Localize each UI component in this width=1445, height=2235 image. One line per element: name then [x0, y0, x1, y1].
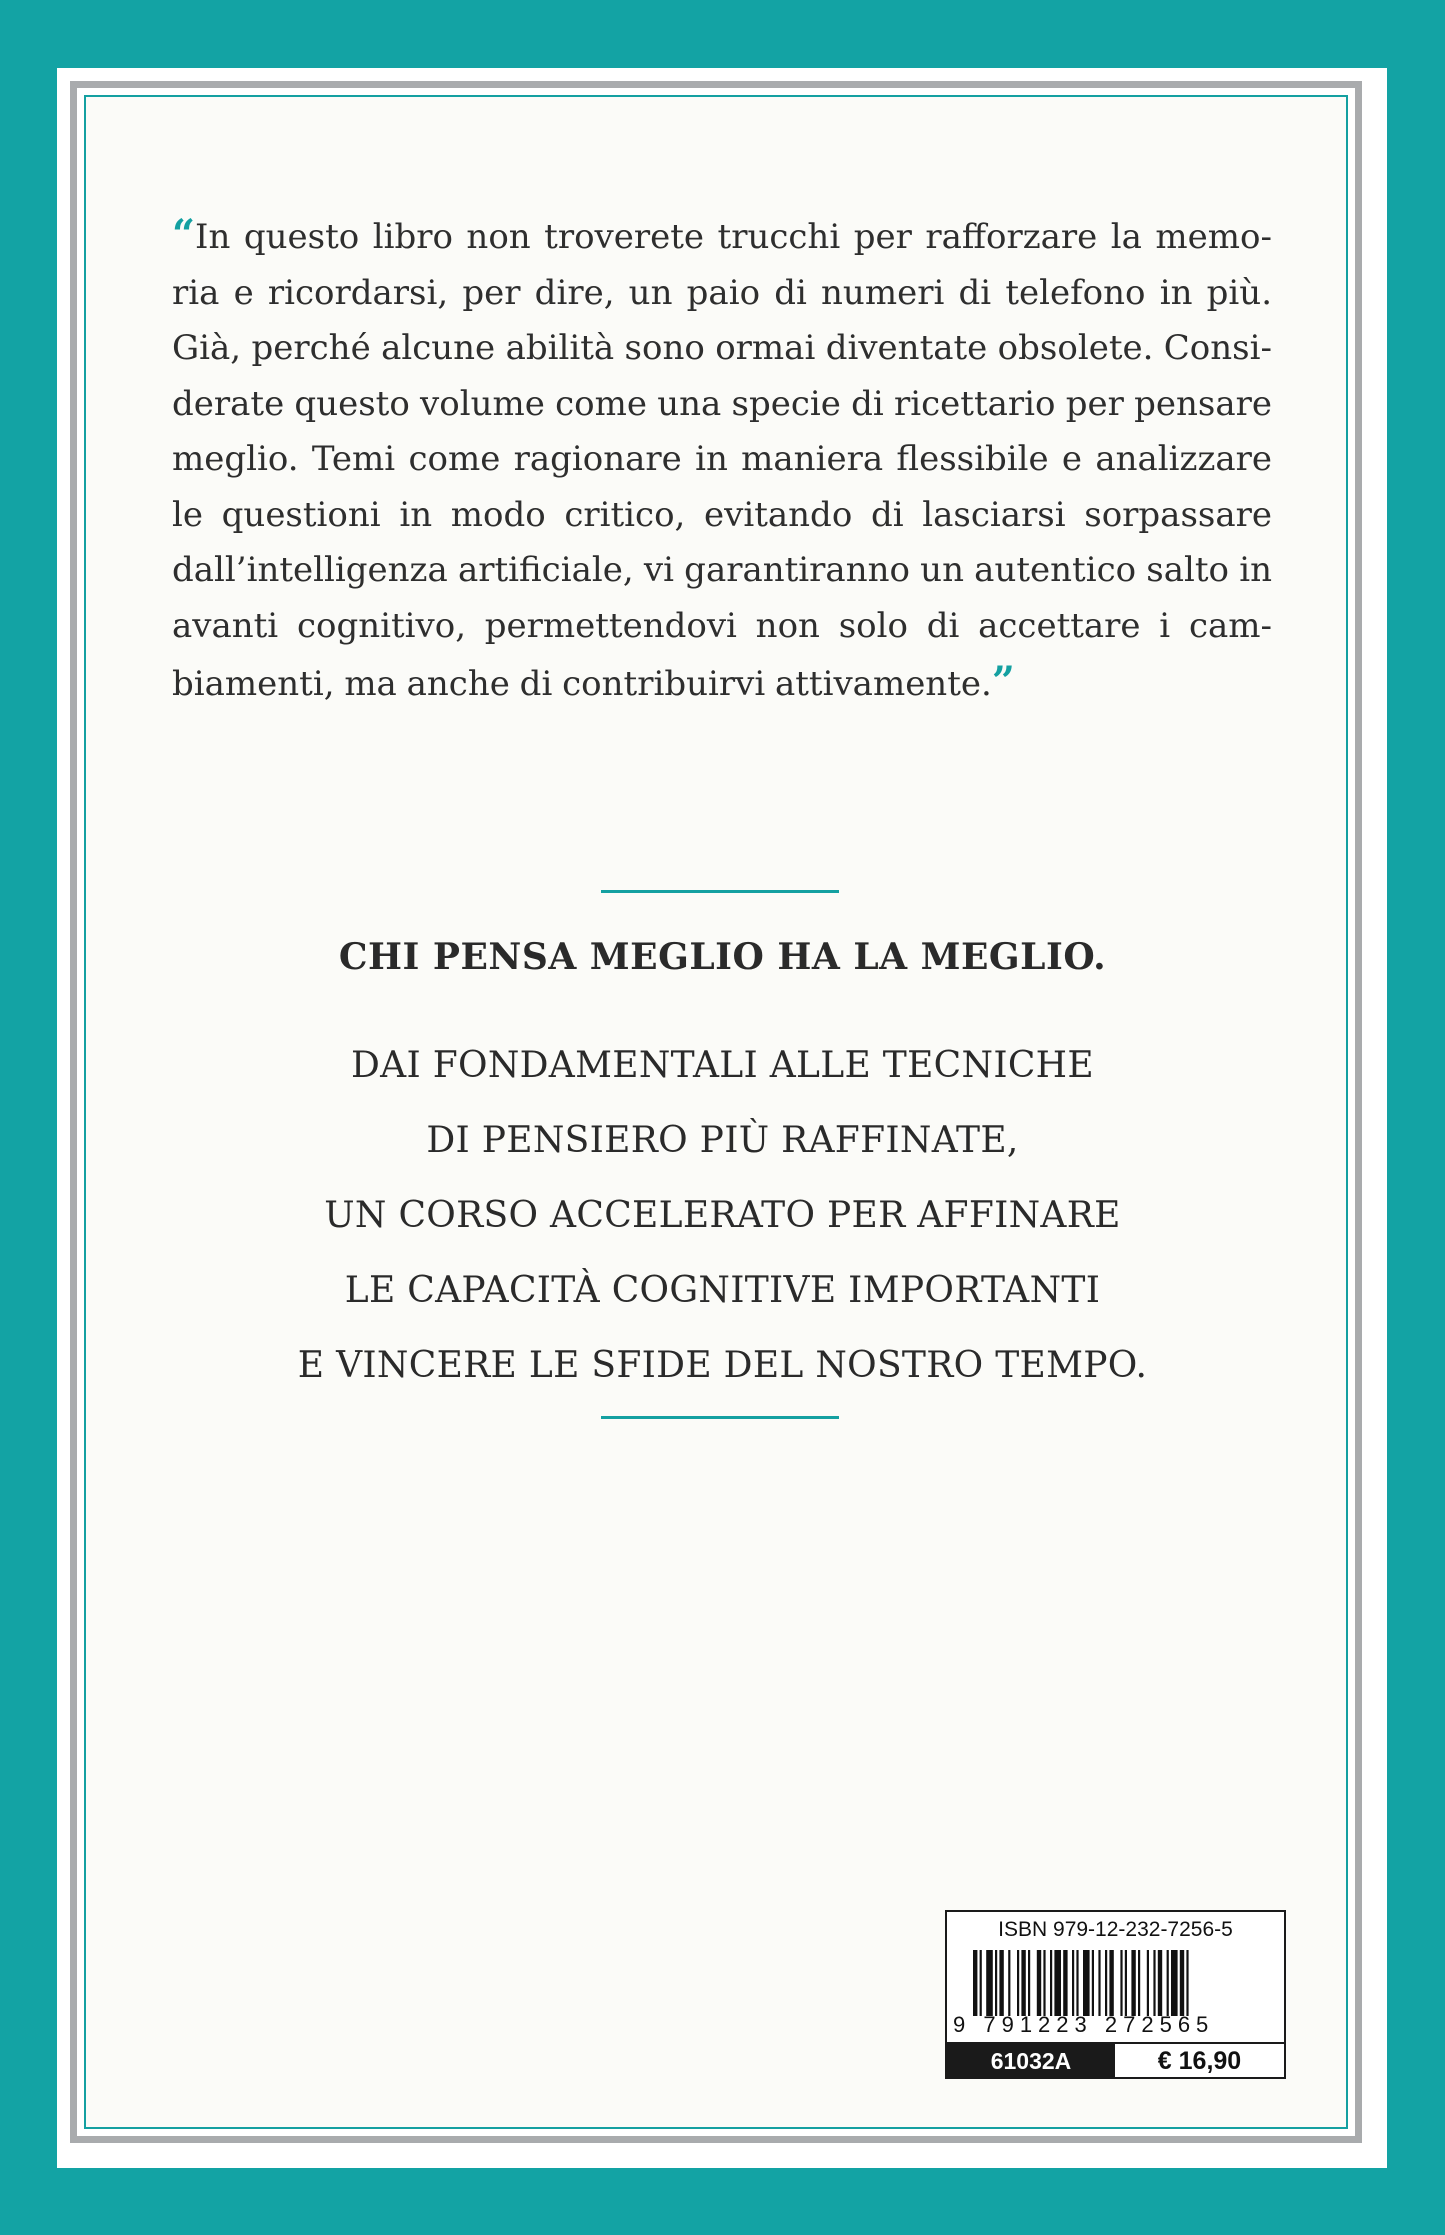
description-line: E VINCERE LE SFIDE DEL NOSTRO TEMPO.	[297, 1345, 1148, 1386]
close-quote-mark: ”	[991, 658, 1015, 705]
price-row	[947, 2042, 1284, 2079]
barcode-bars	[973, 1950, 1263, 2016]
barcode-label	[945, 1910, 1286, 2079]
back-cover-quote	[172, 207, 1272, 713]
open-quote-mark: “	[172, 211, 196, 258]
product-code: 61032A	[947, 2044, 1115, 2079]
description-line: LE CAPACITÀ COGNITIVE IMPORTANTI	[344, 1270, 1101, 1311]
description-block	[0, 1028, 1445, 1403]
divider-top	[601, 890, 839, 893]
barcode-digits: 9 791223 272565	[953, 2012, 1215, 2037]
quote-text: In questo libro non troverete trucchi per rafforzare la memoria e ricordarsi, per dire, un paio di numeri di telefono in più. Già, perché alcune abilità sono ormai diventate obsolete. Considerate questo volume come una specie di ricettario per pensare meglio. Temi come ragionare in maniera flessibile e analizzare le questioni in modo critico, evitando di lasciarsi sorpassare dall’intelligenza artificiale, vi garantiranno un autentico salto in avanti cognitivo, permettendovi non solo di accettare i cambiamenti, ma anche di contribuirvi attivamente.	[172, 217, 1272, 704]
description-line: DI PENSIERO PIÙ RAFFINATE,	[426, 1120, 1019, 1161]
description-line: DAI FONDAMENTALI ALLE TECNICHE	[351, 1045, 1094, 1086]
tagline: CHI PENSA MEGLIO HA LA MEGLIO.	[338, 936, 1107, 978]
description-line: UN CORSO ACCELERATO PER AFFINARE	[324, 1195, 1121, 1236]
divider-bottom	[601, 1416, 839, 1419]
isbn-number: ISBN 979-12-232-7256-5	[998, 1918, 1233, 1941]
price: € 16,90	[1157, 2047, 1242, 2075]
